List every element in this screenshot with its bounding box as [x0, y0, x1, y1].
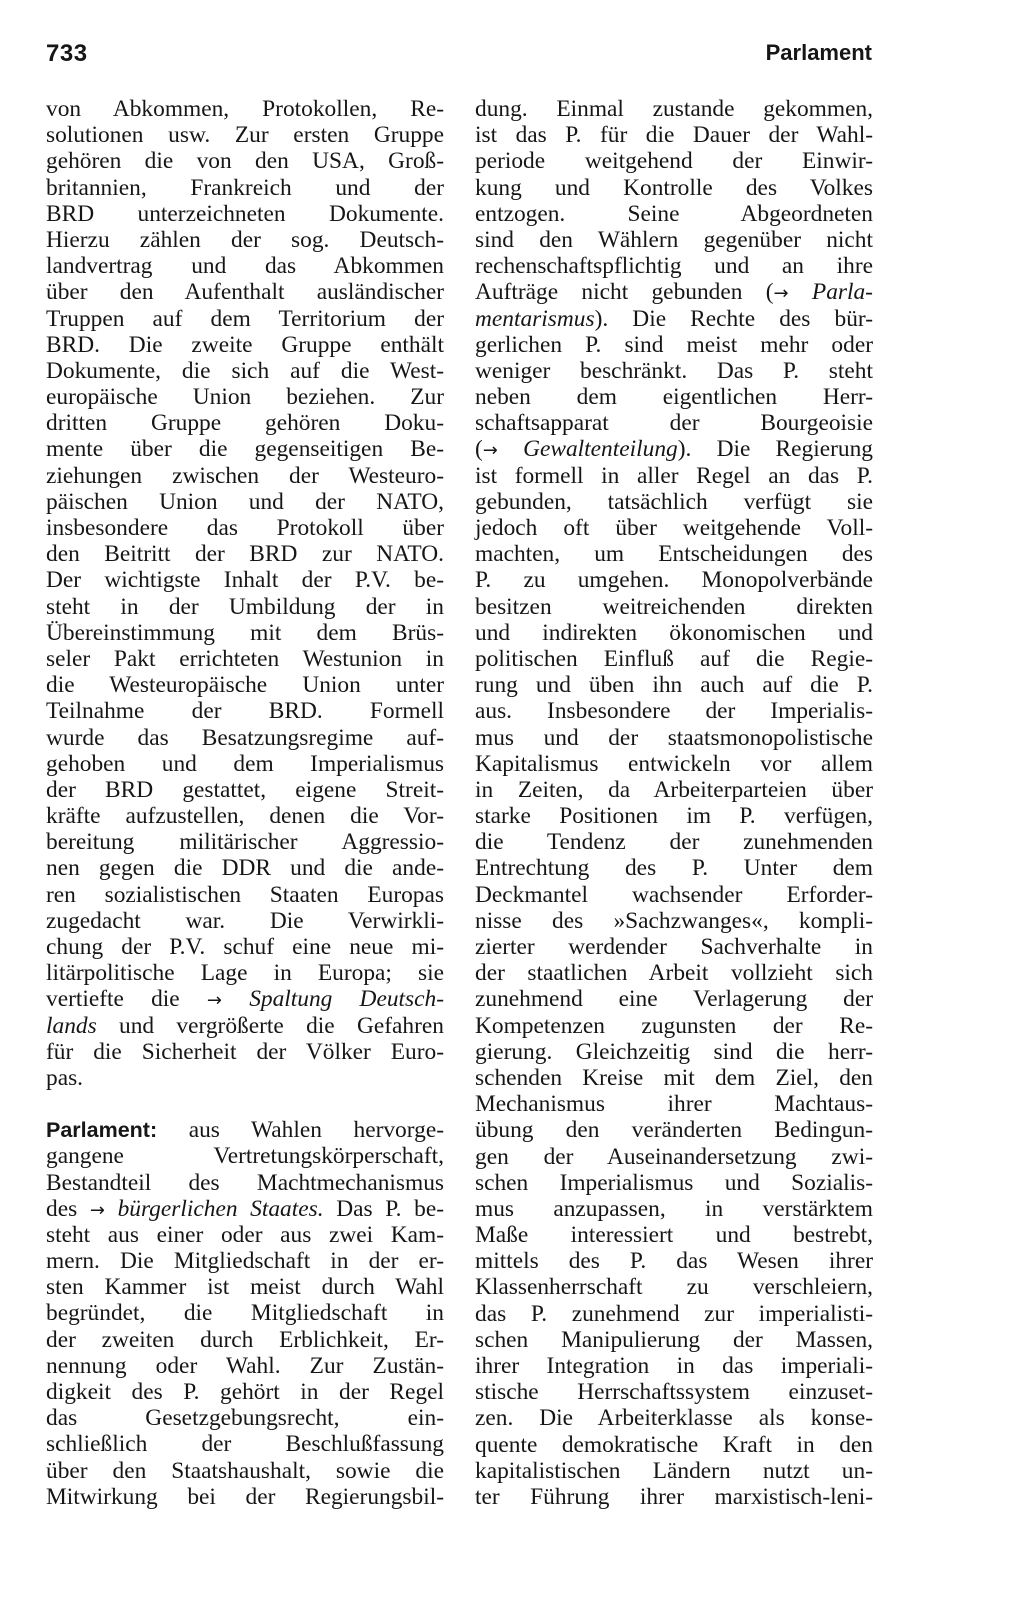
- right-text-block-2: [475, 332, 873, 437]
- left-text-block-2: [46, 1039, 444, 1091]
- text-line: das P. zunehmend zur imperialisti-: [475, 1300, 873, 1327]
- text-line: insbesondere das Protokoll über: [46, 515, 444, 541]
- text-line: rechenschaftspflichtig und an ihre: [475, 253, 873, 280]
- cross-reference-arrow-icon: →: [89, 1199, 105, 1221]
- text-line: kapitalistischen Ländern nutzt un-: [475, 1457, 873, 1484]
- text-line: dung. Einmal zustande gekommen,: [475, 96, 873, 122]
- text-line: dritten Gruppe gehören Doku-: [46, 410, 444, 437]
- right-text-block-1: [475, 96, 873, 279]
- text-line: mus und der staatsmonopolistische: [475, 724, 873, 751]
- text-line: jedoch oft über weitgehende Voll-: [475, 515, 873, 541]
- text-line: über den Aufenthalt ausländischer: [46, 279, 444, 306]
- text-line: Kompetenzen zugunsten der Re-: [475, 1012, 873, 1039]
- text-line: seler Pakt errichteten Westunion in: [46, 645, 444, 672]
- text-line: den Beitritt der BRD zur NATO.: [46, 541, 444, 568]
- text-line: chung der P.V. schuf eine neue mi-: [46, 934, 444, 960]
- text-line: kräfte aufzustellen, denen die Vor-: [46, 803, 444, 830]
- text-line: in Zeiten, da Arbeiterparteien über: [475, 776, 873, 803]
- text-line: nennung oder Wahl. Zur Zustän-: [46, 1352, 444, 1379]
- text-line: mente über die gegenseitigen Be-: [46, 436, 444, 463]
- text-line: Deckmantel wachsender Erforder-: [475, 881, 873, 908]
- text-line: sten Kammer ist meist durch Wahl: [46, 1274, 444, 1301]
- text-line: stische Herrschaftssystem einzuset-: [475, 1379, 873, 1406]
- text-line: ihrer Integration in das imperiali-: [475, 1353, 873, 1379]
- text-line: BRD. Die zweite Gruppe enthält: [46, 331, 444, 358]
- text-line: mern. Die Mitgliedschaft in der er-: [46, 1248, 444, 1275]
- text-line: britannien, Frankreich und der: [46, 174, 444, 201]
- text-line: Aufträge nicht gebunden (→ Parla-: [475, 279, 873, 306]
- text-line: gangene Vertretungskörperschaft,: [46, 1143, 444, 1170]
- text-line: P. zu umgehen. Monopolverbände: [475, 567, 873, 594]
- text-line: mentarismus). Die Rechte des bür-: [475, 305, 873, 332]
- text-line: gehoben und dem Imperialismus: [46, 750, 444, 777]
- text-line: schenden Kreise mit dem Ziel, den: [475, 1064, 873, 1091]
- text-line: mus anzupassen, in verstärktem: [475, 1195, 873, 1222]
- text-line: steht aus einer oder aus zwei Kam-: [46, 1221, 444, 1248]
- text-line: Übereinstimmung mit dem Brüs-: [46, 619, 444, 646]
- text-line: über den Staatshaushalt, sowie die: [46, 1457, 444, 1484]
- text-line: Hierzu zählen der sog. Deutsch-: [46, 226, 444, 253]
- text-line: steht in der Umbildung der in: [46, 593, 444, 620]
- text-line: die Westeuropäische Union unter: [46, 672, 444, 699]
- text-line: Bestandteil des Machtmechanismus: [46, 1169, 444, 1196]
- text-line: politischen Einfluß auf die Regie-: [475, 645, 873, 672]
- text-line: zierter werdender Sachverhalte in: [475, 934, 873, 960]
- text-line: aus. Insbesondere der Imperialis-: [475, 698, 873, 725]
- text-line: schen Manipulierung der Massen,: [475, 1326, 873, 1353]
- entry-headword-line: Parlament: aus Wahlen hervorge-: [46, 1117, 444, 1144]
- text-line: für die Sicherheit der Völker Euro-: [46, 1038, 444, 1065]
- text-line: landvertrag und das Abkommen: [46, 253, 444, 280]
- left-text-block-1: [46, 96, 444, 986]
- cross-reference: lands: [46, 1012, 97, 1039]
- cross-reference: Gewaltenteilung: [523, 436, 678, 463]
- text-line: gebunden, tatsächlich verfügt sie: [475, 488, 873, 515]
- text-line: gerlichen P. sind meist mehr oder: [475, 331, 873, 358]
- page-header: [46, 40, 872, 80]
- text-line: ziehungen zwischen der Westeuro-: [46, 462, 444, 489]
- text-line: das Gesetzgebungsrecht, ein-: [46, 1405, 444, 1432]
- text-line: begründet, die Mitgliedschaft in: [46, 1300, 444, 1327]
- text-line: schaftsapparat der Bourgeoisie: [475, 410, 873, 437]
- text-line: gen der Auseinandersetzung zwi-: [475, 1143, 873, 1170]
- text-line: der BRD gestattet, eigene Streit-: [46, 776, 444, 803]
- text-line: ist das P. für die Dauer der Wahl-: [475, 122, 873, 149]
- text-line: ren sozialistischen Staaten Europas: [46, 881, 444, 908]
- text-line: zunehmend eine Verlagerung der: [475, 986, 873, 1013]
- text-line: Klassenherrschaft zu verschleiern,: [475, 1274, 873, 1301]
- cross-reference-arrow-icon: →: [773, 283, 789, 305]
- left-column: [46, 96, 444, 1510]
- text-line: periode weitgehend der Einwir-: [475, 148, 873, 175]
- text-line: von Abkommen, Protokollen, Re-: [46, 96, 444, 122]
- text-line: des → bürgerlichen Staates. Das P. be-: [46, 1195, 444, 1222]
- text-line: bereitung militärischer Aggressio-: [46, 829, 444, 856]
- text-line: weniger beschränkt. Das P. steht: [475, 357, 873, 384]
- text-line: kung und Kontrolle des Volkes: [475, 174, 873, 201]
- text-line: Entrechtung des P. Unter dem: [475, 855, 873, 882]
- text-line: Maße interessiert und bestrebt,: [475, 1222, 873, 1249]
- left-text-block-3: [46, 1222, 444, 1510]
- text-line: Mitwirkung bei der Regierungsbil-: [46, 1483, 444, 1510]
- page-number: 733: [46, 40, 88, 67]
- cross-reference: Spaltung Deutsch-: [249, 986, 444, 1013]
- text-line: zugedacht war. Die Verwirkli-: [46, 907, 444, 934]
- text-line: (→ Gewaltenteilung). Die Regierung: [475, 436, 873, 463]
- text-line: übung den veränderten Bedingun-: [475, 1117, 873, 1144]
- text-line: Teilnahme der BRD. Formell: [46, 698, 444, 725]
- text-line: solutionen usw. Zur ersten Gruppe: [46, 122, 444, 149]
- text-line: zen. Die Arbeiterklasse als konse-: [475, 1405, 873, 1432]
- text-line: litärpolitische Lage in Europa; sie: [46, 960, 444, 987]
- text-line: pas.: [46, 1064, 84, 1091]
- text-line: ter Führung ihrer marxistisch-leni-: [475, 1483, 873, 1510]
- cross-reference: bürgerlichen Staates.: [117, 1195, 324, 1222]
- cross-reference-arrow-icon: →: [482, 440, 498, 462]
- right-text-block-3: [475, 463, 873, 1511]
- text-line: der zweiten durch Erblichkeit, Er-: [46, 1326, 444, 1353]
- text-line: quente demokratische Kraft in den: [475, 1431, 873, 1458]
- text-line: päischen Union und der NATO,: [46, 488, 444, 515]
- text-line: Truppen auf dem Territorium der: [46, 305, 444, 332]
- text-line: wurde das Besatzungsregime auf-: [46, 724, 444, 751]
- text-line: digkeit des P. gehört in der Regel: [46, 1379, 444, 1405]
- right-column: [475, 96, 873, 1510]
- text-line: gehören die von den USA, Groß-: [46, 148, 444, 175]
- text-line: vertiefte die → Spaltung Deutsch-: [46, 986, 444, 1013]
- text-line: nisse des »Sachzwanges«, kompli-: [475, 907, 873, 934]
- running-head: Parlament: [765, 40, 872, 65]
- text-line: machten, um Entscheidungen des: [475, 541, 873, 568]
- text-line: der staatlichen Arbeit vollzieht sich: [475, 960, 873, 987]
- text-line: neben dem eigentlichen Herr-: [475, 384, 873, 411]
- text-line: ist formell in aller Regel an das P.: [475, 462, 873, 489]
- cross-reference: Parla-: [811, 279, 873, 306]
- cross-reference-arrow-icon: →: [206, 990, 222, 1012]
- text-line: nen gegen die DDR und die ande-: [46, 855, 444, 882]
- text-line: BRD unterzeichneten Dokumente.: [46, 200, 444, 227]
- cross-reference: mentarismus: [475, 305, 595, 332]
- text-line: besitzen weitreichenden direkten: [475, 593, 873, 620]
- text-line: starke Positionen im P. verfügen,: [475, 803, 873, 830]
- text-line: rung und üben ihn auch auf die P.: [475, 672, 873, 699]
- text-line: schen Imperialismus und Sozialis-: [475, 1169, 873, 1196]
- entry-headword: Parlament:: [46, 1118, 158, 1143]
- text-line: Der wichtigste Inhalt der P.V. be-: [46, 567, 444, 594]
- text-line: Mechanismus ihrer Machtaus-: [475, 1091, 873, 1118]
- text-line: Dokumente, die sich auf die West-: [46, 357, 444, 384]
- text-line: gierung. Gleichzeitig sind die herr-: [475, 1038, 873, 1065]
- text-line: lands und vergrößerte die Gefahren: [46, 1012, 444, 1039]
- text-line: und indirekten ökonomischen und: [475, 619, 873, 646]
- text-line: sind den Wählern gegenüber nicht: [475, 226, 873, 253]
- text-line: mittels des P. das Wesen ihrer: [475, 1248, 873, 1275]
- text-line: Kapitalismus entwickeln vor allem: [475, 750, 873, 777]
- text-line: entzogen. Seine Abgeordneten: [475, 200, 873, 227]
- entry-separator: [46, 1091, 444, 1117]
- text-line: schließlich der Beschlußfassung: [46, 1431, 444, 1458]
- text-line: die Tendenz der zunehmenden: [475, 829, 873, 856]
- text-line: europäische Union beziehen. Zur: [46, 384, 444, 411]
